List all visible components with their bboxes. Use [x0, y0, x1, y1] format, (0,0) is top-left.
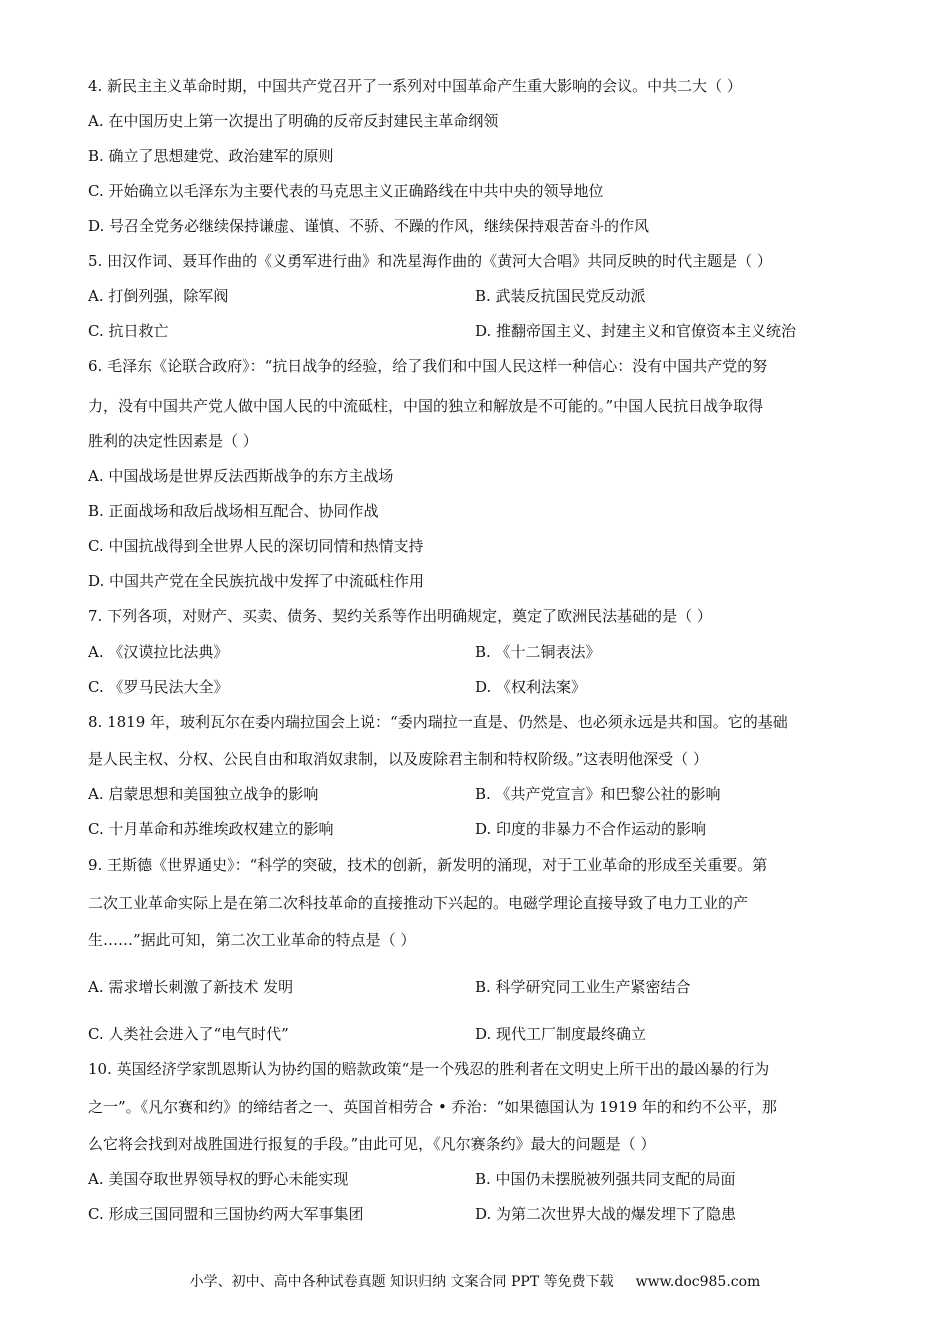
question-10-stem-line-3: 么它将会找到对战胜国进行报复的手段。”由此可见，《凡尔赛条约》最大的问题是（ ）: [88, 1135, 656, 1153]
question-9-option-b: B. 科学研究同工业生产紧密结合: [475, 978, 691, 996]
question-4-option-c: C. 开始确立以毛泽东为主要代表的马克思主义正确路线在中共中央的领导地位: [88, 182, 604, 200]
question-10-stem-line-1: 10. 英国经济学家凯恩斯认为协约国的赔款政策“是一个残忍的胜利者在文明史上所干出的最凶暴的行为: [88, 1060, 770, 1078]
question-8-option-b: B. 《共产党宣言》和巴黎公社的影响: [475, 785, 721, 803]
question-9-option-c: C. 人类社会进入了“电气时代”: [88, 1025, 289, 1043]
question-9-stem-line-1: 9. 王斯德《世界通史》：“科学的突破，技术的创新，新发明的涌现，对于工业革命的形成至关重要。第: [88, 856, 768, 874]
question-10-option-b: B. 中国仍未摆脱被列强共同支配的局面: [475, 1170, 736, 1188]
question-4-option-a: A. 在中国历史上第一次提出了明确的反帝反封建民主革命纲领: [88, 112, 499, 130]
question-5-option-d: D. 推翻帝国主义、封建主义和官僚资本主义统治: [475, 322, 797, 340]
footer-url-link[interactable]: www.doc985.com: [635, 1274, 761, 1290]
question-4-option-b: B. 确立了思想建党、政治建军的原则: [88, 147, 334, 165]
question-5-option-a: A. 打倒列强，除军阀: [88, 287, 229, 305]
question-7-option-c: C. 《罗马民法大全》: [88, 678, 229, 696]
question-7-option-d: D. 《权利法案》: [475, 678, 587, 696]
question-7-option-b: B. 《十二铜表法》: [475, 643, 601, 661]
question-6-stem-line-1: 6. 毛泽东《论联合政府》：“抗日战争的经验，给了我们和中国人民这样一种信心：没有中国共产党的努: [88, 357, 768, 375]
question-6-stem-line-2: 力，没有中国共产党人做中国人民的中流砥柱，中国的独立和解放是不可能的。”中国人民抗日战争取得: [88, 397, 764, 415]
footer-text: 小学、初中、高中各种试卷真题 知识归纳 文案合同 PPT 等免费下载: [189, 1274, 614, 1290]
question-5-option-c: C. 抗日救亡: [88, 322, 169, 340]
question-7-stem: 7. 下列各项，对财产、买卖、债务、契约关系等作出明确规定，奠定了欧洲民法基础的是（ ）: [88, 607, 712, 625]
question-9-option-a: A. 需求增长刺激了新技术 发明: [88, 978, 294, 996]
question-10-option-c: C. 形成三国同盟和三国协约两大军事集团: [88, 1205, 364, 1223]
page-footer: [0, 1271, 950, 1291]
question-4-stem: 4. 新民主主义革命时期，中国共产党召开了一系列对中国革命产生重大影响的会议。中共二大（ ）: [88, 77, 742, 95]
question-5-option-b: B. 武装反抗国民党反动派: [475, 287, 646, 305]
question-6-stem-line-3: 胜利的决定性因素是（ ）: [88, 432, 258, 450]
question-10-stem-line-2: 之一”。《凡尔赛和约》的缔结者之一、英国首相劳合 • 乔治：“如果德国认为 1919 年的和约不公平，那: [88, 1098, 777, 1116]
question-6-option-b: B. 正面战场和敌后战场相互配合、协同作战: [88, 502, 379, 520]
question-8-stem-line-1: 8. 1819 年，玻利瓦尔在委内瑞拉国会上说：“委内瑞拉一直是、仍然是、也必须永远是共和国。它的基础: [88, 713, 788, 731]
question-8-option-a: A. 启蒙思想和美国独立战争的影响: [88, 785, 319, 803]
question-10-option-a: A. 美国夺取世界领导权的野心未能实现: [88, 1170, 349, 1188]
question-7-option-a: A. 《汉谟拉比法典》: [88, 643, 229, 661]
question-6-option-c: C. 中国抗战得到全世界人民的深切同情和热情支持: [88, 537, 424, 555]
question-9-stem-line-2: 二次工业革命实际上是在第二次科技革命的直接推动下兴起的。电磁学理论直接导致了电力工业的产: [88, 894, 749, 912]
question-8-option-d: D. 印度的非暴力不合作运动的影响: [475, 820, 707, 838]
question-4-option-d: D. 号召全党务必继续保持谦虚、谨慎、不骄、不躁的作风，继续保持艰苦奋斗的作风: [88, 217, 650, 235]
question-8-stem-line-2: 是人民主权、分权、公民自由和取消奴隶制，以及废除君主制和特权阶级。”这表明他深受（ ）: [88, 750, 708, 768]
question-8-option-c: C. 十月革命和苏维埃政权建立的影响: [88, 820, 334, 838]
question-5-stem: 5. 田汉作词、聂耳作曲的《义勇军进行曲》和冼星海作曲的《黄河大合唱》共同反映的时代主题是（ ）: [88, 252, 772, 270]
question-9-option-d: D. 现代工厂制度最终确立: [475, 1025, 647, 1043]
question-6-option-a: A. 中国战场是世界反法西斯战争的东方主战场: [88, 467, 394, 485]
question-6-option-d: D. 中国共产党在全民族抗战中发挥了中流砥柱作用: [88, 572, 425, 590]
question-10-option-d: D. 为第二次世界大战的爆发埋下了隐患: [475, 1205, 737, 1223]
question-9-stem-line-3: 生……”据此可知，第二次工业革命的特点是（ ）: [88, 931, 416, 949]
